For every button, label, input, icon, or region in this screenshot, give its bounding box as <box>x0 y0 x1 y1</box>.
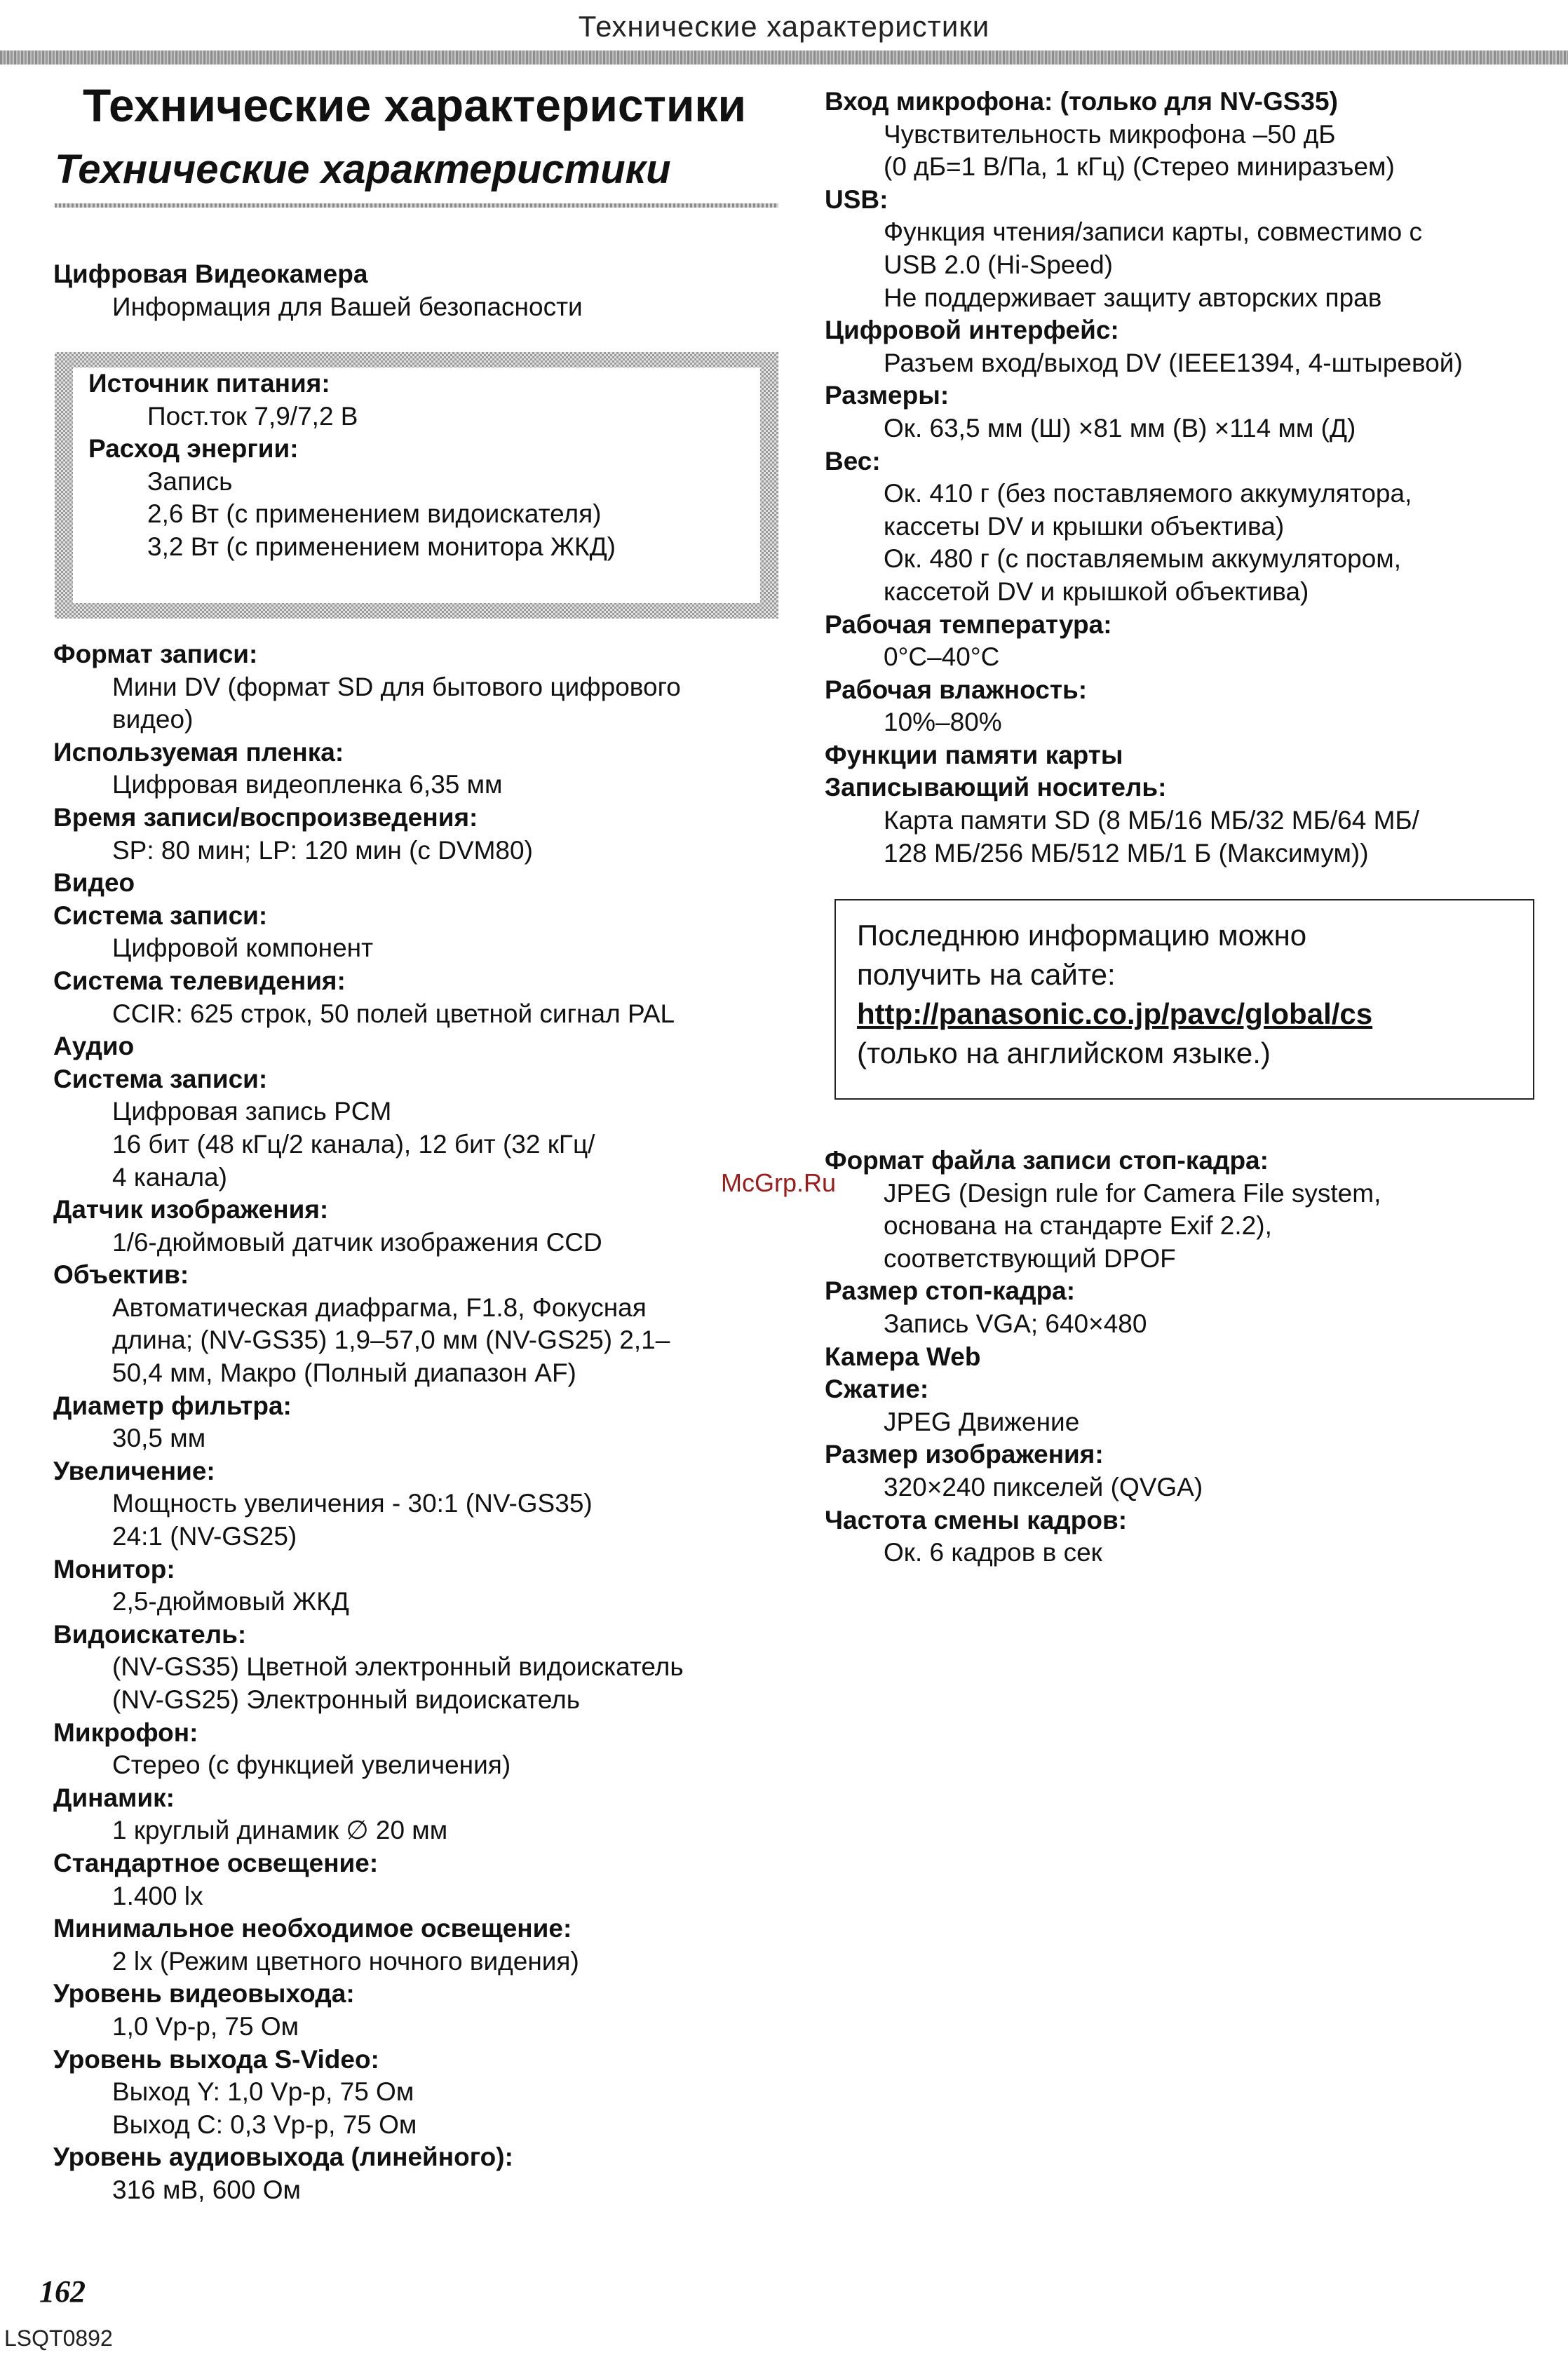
spec-value: (NV-GS35) Цветной электронный видоискатель <box>112 1652 684 1682</box>
spec-value: Карта памяти SD (8 МБ/16 МБ/32 МБ/64 МБ/ <box>884 806 1419 835</box>
website-info-box <box>834 899 1534 1100</box>
spec-value: 0°C–40°C <box>884 642 1000 672</box>
spec-value: 320×240 пикселей (QVGA) <box>884 1472 1203 1501</box>
spec-value: SP: 80 мин; LP: 120 мин (с DVM80) <box>112 835 533 865</box>
spec-value: Запись <box>147 466 233 496</box>
spec-heading: Используемая пленка: <box>53 737 344 767</box>
spec-value: Выход Y: 1,0 Vp-p, 75 Ом <box>112 2077 414 2107</box>
safety-info-label: Информация для Вашей безопасности <box>112 292 583 321</box>
page-title: Технические характеристики <box>83 79 747 131</box>
spec-value: 10%–80% <box>884 708 1002 737</box>
spec-value: Выход C: 0,3 Vp-p, 75 Ом <box>112 2110 417 2139</box>
spec-value: 1/6-дюймовый датчик изображения CCD <box>112 1227 602 1257</box>
spec-value: 24:1 (NV-GS25) <box>112 1522 297 1551</box>
left-spec-list <box>53 638 797 2207</box>
spec-heading: Система телевидения: <box>53 966 346 995</box>
spec-heading: Размер изображения: <box>825 1440 1104 1469</box>
spec-heading: Монитор: <box>53 1554 175 1584</box>
spec-value: Не поддерживает защиту авторских прав <box>884 283 1382 312</box>
power-spec-box-inner <box>73 367 760 603</box>
spec-heading: Записывающий носитель: <box>825 773 1167 802</box>
support-website-link[interactable]: http://panasonic.co.jp/pavc/global/cs <box>857 997 1373 1030</box>
power-spec-list <box>73 367 760 564</box>
spec-heading: Уровень выхода S-Video: <box>53 2044 379 2074</box>
spec-heading: Цифровой интерфейс: <box>825 316 1119 345</box>
spec-value: 1,0 Vp-p, 75 Ом <box>112 2011 299 2041</box>
spec-heading: Формат файла записи стоп-кадра: <box>825 1146 1269 1175</box>
spec-value: Ок. 410 г (без поставляемого аккумулятора, <box>884 479 1412 508</box>
spec-heading: Вход микрофона: (только для NV-GS35) <box>825 87 1338 116</box>
right-spec-list-top <box>825 86 1540 870</box>
spec-heading: Аудио <box>53 1032 135 1061</box>
spec-value: Ок. 480 г (с поставляемым аккумулятором, <box>884 544 1401 574</box>
spec-value: 16 бит (48 кГц/2 канала), 12 бит (32 кГц/ <box>112 1129 595 1159</box>
spec-value: 4 канала) <box>112 1162 227 1192</box>
watermark-text: McGrp.Ru <box>721 1168 837 1197</box>
spec-value: кассетой DV и крышкой объектива) <box>884 576 1309 606</box>
spec-value: Стерео (с функцией увеличения) <box>112 1750 511 1780</box>
spec-value: Ок. 6 кадров в сек <box>884 1538 1102 1567</box>
spec-value: Мощность увеличения - 30:1 (NV-GS35) <box>112 1489 593 1518</box>
spec-heading: Формат записи: <box>53 640 258 668</box>
spec-value: видео) <box>112 705 194 734</box>
spec-value: CCIR: 625 строк, 50 полей цветной сигнал PAL <box>112 999 675 1028</box>
spec-value: 1 круглый динамик ∅ 20 мм <box>112 1816 448 1845</box>
spec-heading: Источник питания: <box>88 369 330 398</box>
spec-heading: Размер стоп-кадра: <box>825 1276 1076 1306</box>
spec-heading: Система записи: <box>53 1064 268 1093</box>
spec-heading: Динамик: <box>53 1783 175 1812</box>
section-title-rule <box>55 203 778 208</box>
info-text-line: (только на английском языке.) <box>857 1037 1271 1069</box>
spec-heading: Функции памяти карты <box>825 740 1123 769</box>
spec-value: Мини DV (формат SD для бытового цифрового <box>112 672 681 701</box>
spec-heading: Видоискатель: <box>53 1619 247 1649</box>
info-text-line: Последнюю информацию можно <box>857 919 1307 952</box>
spec-value: Пост.ток 7,9/7,2 В <box>147 401 358 431</box>
spec-heading: Датчик изображения: <box>53 1195 329 1224</box>
spec-value: кассеты DV и крышки объектива) <box>884 511 1285 541</box>
spec-heading: USB: <box>825 184 888 214</box>
spec-value: 50,4 мм, Макро (Полный диапазон AF) <box>112 1358 576 1388</box>
spec-heading: Сжатие: <box>825 1375 929 1404</box>
spec-value: (0 дБ=1 В/Па, 1 кГц) (Стерео миниразъем) <box>884 152 1395 182</box>
spec-value: 316 мВ, 600 Ом <box>112 2175 301 2204</box>
spec-value: Цифровой компонент <box>112 933 374 963</box>
spec-heading: Диаметр фильтра: <box>53 1391 292 1420</box>
product-name: Цифровая Видеокамера <box>53 259 368 288</box>
spec-heading: Частота смены кадров: <box>825 1505 1128 1534</box>
spec-heading: Камера Web <box>825 1342 981 1371</box>
spec-heading: Микрофон: <box>53 1717 198 1747</box>
spec-heading: Объектив: <box>53 1260 189 1290</box>
spec-value: 2,5-дюймовый ЖКД <box>112 1587 349 1617</box>
spec-heading: Видео <box>53 868 135 898</box>
spec-heading: Время записи/воспроизведения: <box>53 802 478 832</box>
spec-heading: Рабочая влажность: <box>825 675 1088 704</box>
spec-value: 2,6 Вт (с применением видоискателя) <box>147 499 602 529</box>
spec-value: Цифровая видеопленка 6,35 мм <box>112 770 503 799</box>
spec-value: Разъем вход/выход DV (IEEE1394, 4-штыревой) <box>884 348 1463 377</box>
spec-value: 1.400 lx <box>112 1881 203 1910</box>
spec-heading: Увеличение: <box>53 1456 215 1485</box>
spec-value: Ок. 63,5 мм (Ш) ×81 мм (В) ×114 мм (Д) <box>884 413 1356 443</box>
spec-value: основана на стандарте Exif 2.2), <box>884 1211 1272 1241</box>
info-text-line: получить на сайте: <box>857 958 1116 991</box>
intro-block <box>53 258 797 323</box>
spec-value: USB 2.0 (Hi-Speed) <box>884 250 1113 279</box>
spec-value: (NV-GS25) Электронный видоискатель <box>112 1685 581 1714</box>
spec-value: JPEG Движение <box>884 1407 1080 1436</box>
spec-heading: Система записи: <box>53 900 268 930</box>
section-title: Технические характеристики <box>55 147 671 192</box>
power-spec-box <box>55 352 778 619</box>
right-spec-list-bottom <box>825 1145 1540 1570</box>
spec-value: 3,2 Вт (с применением монитора ЖКД) <box>147 532 616 561</box>
spec-value: Чувствительность микрофона –50 дБ <box>884 119 1336 149</box>
spec-value: Запись VGA; 640×480 <box>884 1309 1147 1338</box>
spec-value: JPEG (Design rule for Camera File system, <box>884 1178 1381 1208</box>
spec-value: длина; (NV-GS35) 1,9–57,0 мм (NV-GS25) 2,1– <box>112 1325 670 1355</box>
running-header-title: Технические характеристики <box>578 10 990 43</box>
header-divider-bar <box>0 50 1568 65</box>
spec-heading: Уровень аудиовыхода (линейного): <box>53 2142 513 2172</box>
spec-value: 128 МБ/256 МБ/512 МБ/1 Б (Максимум)) <box>884 838 1369 868</box>
spec-value: 30,5 мм <box>112 1424 206 1453</box>
spec-value: Автоматическая диафрагма, F1.8, Фокусная <box>112 1293 647 1322</box>
spec-heading: Уровень видеовыхода: <box>53 1979 355 2009</box>
spec-value: Цифровая запись PCM <box>112 1097 392 1126</box>
page-number: 162 <box>39 2274 86 2309</box>
document-code: LSQT0892 <box>4 2326 113 2351</box>
spec-heading: Размеры: <box>825 381 949 410</box>
spec-heading: Рабочая температура: <box>825 609 1112 639</box>
spec-heading: Вес: <box>825 446 881 475</box>
spec-heading: Расход энергии: <box>88 434 299 464</box>
spec-value: 2 lx (Режим цветного ночного видения) <box>112 1946 579 1976</box>
spec-heading: Минимальное необходимое освещение: <box>53 1914 572 1943</box>
spec-value: соответствующий DPOF <box>884 1243 1176 1273</box>
spec-heading: Стандартное освещение: <box>53 1848 379 1877</box>
spec-value: Функция чтения/записи карты, совместимо с <box>884 217 1423 247</box>
